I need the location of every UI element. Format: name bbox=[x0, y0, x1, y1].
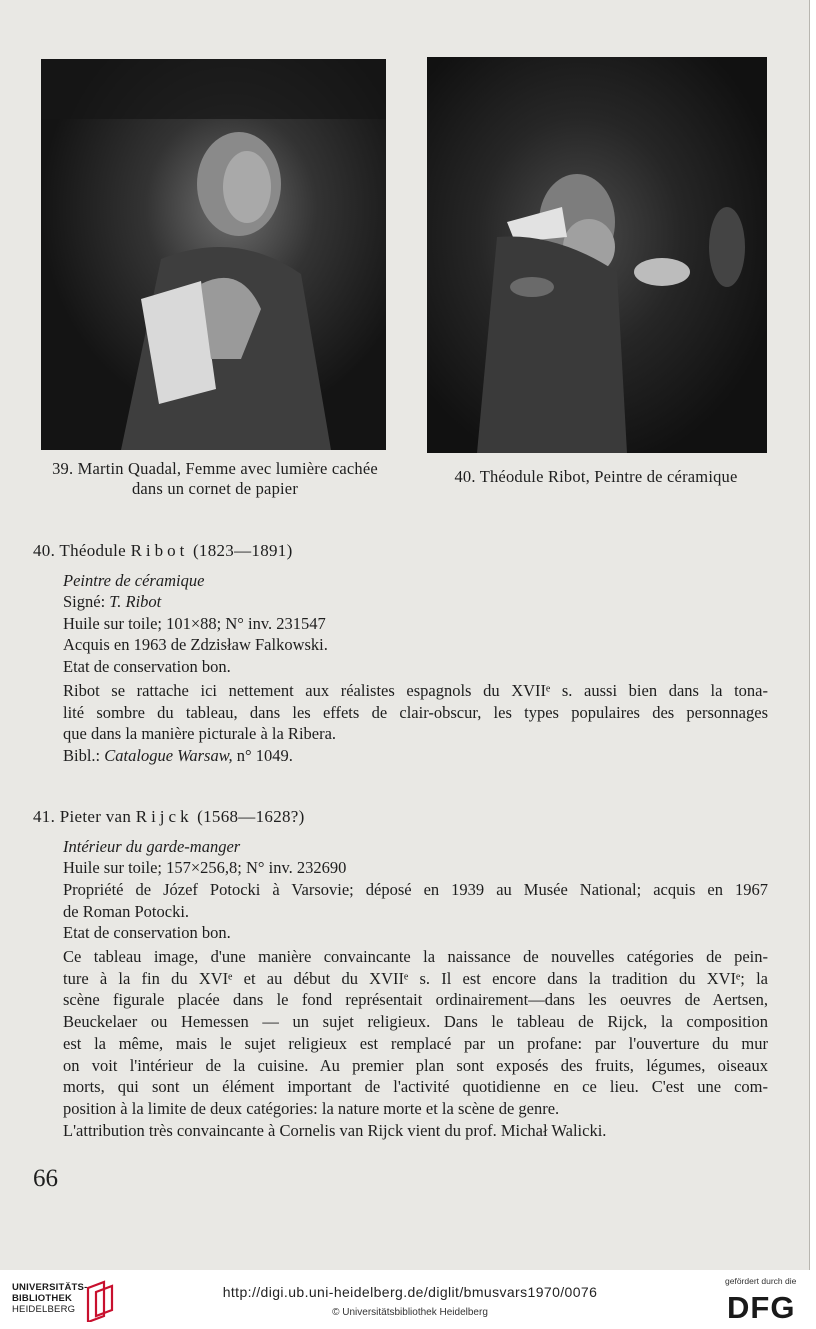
figure-39-caption-line1: 39. Martin Quadal, Femme avec lumière cachée bbox=[52, 459, 378, 478]
entry-40-description-line: que dans la manière picturale à la Ribera. bbox=[63, 724, 337, 744]
entry-41-description-line: on voit l'intérieur de la cuisine. Au premier plan sont exposés des fruits, légumes, oiseaux bbox=[63, 1055, 768, 1075]
entry-40-signature bbox=[63, 591, 161, 613]
entry-40-bibl-title: Catalogue Warsaw, bbox=[104, 746, 233, 765]
entry-40-first-name: Théodule bbox=[59, 541, 127, 560]
entry-40-description-line: lité sombre du tableau, dans les effets de clair-obscur, les types populaires des personnages bbox=[63, 702, 768, 722]
painting-photo-39 bbox=[41, 59, 386, 450]
entry-40-bibliography bbox=[63, 745, 293, 767]
entry-41-description-line: est la même, mais le sujet religieux est remplacé par un profane: par l'ouverture du mur bbox=[63, 1033, 768, 1053]
dfg-logo-text: DFG bbox=[727, 1290, 796, 1322]
entry-40-heading bbox=[33, 540, 293, 562]
entry-40-acquisition: Acquis en 1963 de Zdzisław Falkowski. bbox=[63, 635, 328, 654]
entry-40-dates: (1823—1891) bbox=[192, 541, 293, 560]
entry-40-description bbox=[63, 680, 768, 745]
permalink-url[interactable]: http://digi.ub.uni-heidelberg.de/diglit/bmusvars1970/0076 bbox=[222, 1284, 598, 1300]
entry-40-title: Peintre de céramique bbox=[63, 571, 205, 590]
entry-41-attribution: L'attribution très convaincante à Cornelis van Rijck vient du prof. Michał Walicki. bbox=[63, 1121, 607, 1140]
entry-41-description-line: ture à la fin du XVIᵉ et au début du XVIIᵉ s. Il est encore dans la tradition du XVIᵉ; la bbox=[63, 968, 768, 988]
entry-41-provenance-line: de Roman Potocki. bbox=[63, 901, 190, 921]
entry-40-description-line: Ribot se rattache ici nettement aux réalistes espagnols du XVIIᵉ s. aussi bien dans la tona- bbox=[63, 681, 768, 700]
university-library-logo[interactable] bbox=[12, 1278, 122, 1324]
entry-40-condition: Etat de conservation bon. bbox=[63, 657, 231, 676]
dfg-logo-icon[interactable] bbox=[727, 1290, 805, 1322]
copyright-notice: © Universitätsbibliothek Heidelberg bbox=[332, 1307, 488, 1318]
entry-40-surname: Ribot bbox=[130, 541, 189, 560]
figure-39-caption-line2: dans un cornet de papier bbox=[131, 479, 299, 498]
entry-41-description-line: position à la limite de deux catégories: la nature morte et la scène de genre. bbox=[63, 1098, 560, 1118]
footer-bar bbox=[0, 1270, 816, 1329]
figure-39-caption bbox=[40, 459, 390, 499]
funding-note: gefördert durch die bbox=[725, 1276, 797, 1286]
entry-41-medium: Huile sur toile; 157×256,8; N° inv. 232690 bbox=[63, 858, 347, 877]
entry-41-title: Intérieur du garde-manger bbox=[63, 837, 241, 856]
entry-41-dates: (1568—1628?) bbox=[197, 807, 305, 826]
entry-41-surname: Rijck bbox=[135, 807, 193, 826]
entry-41-heading bbox=[33, 806, 305, 828]
entry-40-signed-value: T. Ribot bbox=[109, 592, 162, 611]
entry-41-description bbox=[63, 946, 768, 1120]
entry-40-number: 40. bbox=[33, 541, 56, 560]
entry-41-description-line: Ce tableau image, d'une manière convaincante la naissance de nouvelles catégories de pein- bbox=[63, 947, 768, 966]
entry-41-provenance bbox=[63, 879, 768, 922]
logo-line: UNIVERSITÄTS- bbox=[12, 1282, 88, 1293]
entry-40-medium: Huile sur toile; 101×88; N° inv. 231547 bbox=[63, 614, 326, 633]
figure-40-caption: 40. Théodule Ribot, Peintre de céramique bbox=[454, 467, 738, 486]
logo-line: BIBLIOTHEK bbox=[12, 1293, 73, 1304]
entry-41-description-line: morts, qui sont un élément important de l'activité quotidienne en ce lieu. C'est une com- bbox=[63, 1077, 768, 1097]
entry-40-bibl-ref: n° 1049. bbox=[236, 746, 293, 765]
painting-photo-40 bbox=[427, 57, 767, 453]
entry-41-condition: Etat de conservation bon. bbox=[63, 923, 231, 942]
entry-41-number: 41. bbox=[33, 807, 56, 826]
entry-41-provenance-line: Propriété de Józef Potocki à Varsovie; déposé en 1939 au Musée National; acquis en 1967 bbox=[63, 880, 768, 899]
entry-41-first-name: Pieter van bbox=[59, 807, 132, 826]
entry-40-bibl-label: Bibl.: bbox=[63, 746, 101, 765]
page-number: 66 bbox=[33, 1165, 58, 1192]
logo-line: HEIDELBERG bbox=[12, 1304, 76, 1315]
entry-41-description-line: Beuckelaer ou Hemessen — un sujet religieux. Dans le tableau de Rijck, la composition bbox=[63, 1012, 768, 1032]
entry-41-description-line: scène figurale placée dans le fond représentait ordinairement—dans les oeuvres de Aertsen, bbox=[63, 990, 768, 1010]
entry-40-signed-label: Signé: bbox=[63, 592, 106, 611]
library-mark-icon bbox=[84, 1280, 116, 1322]
